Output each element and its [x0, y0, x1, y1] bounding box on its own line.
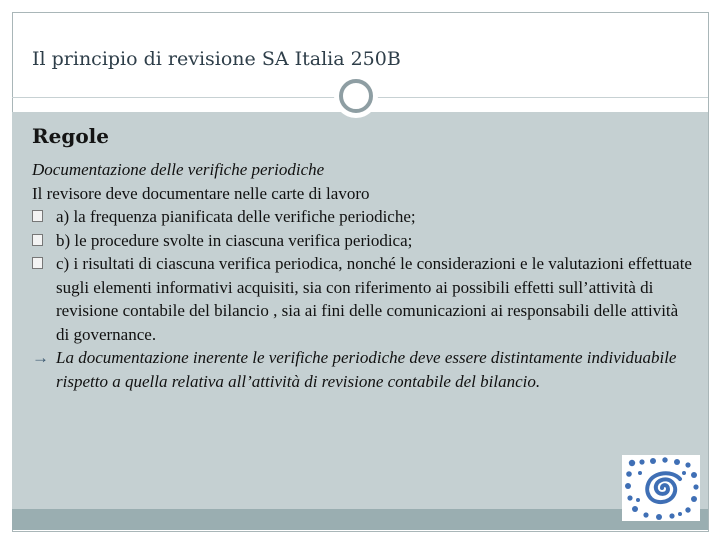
- conclusion-text: La documentazione inerente le verifiche periodiche deve essere distintamente individuabile rispetto a quella relativa all’attività di revisione contabile del bilancio.: [56, 348, 677, 391]
- square-bullet-icon: [32, 257, 43, 269]
- slide-title: Il principio di revisione SA Italia 250B: [32, 48, 401, 70]
- bullet-text: a) la frequenza pianificata delle verifiche periodiche;: [56, 207, 416, 226]
- footer-band: [12, 509, 708, 530]
- conclusion-item: [32, 346, 692, 393]
- bullet-item: [32, 252, 692, 346]
- intro-line: Il revisore deve documentare nelle carte di lavoro: [32, 183, 370, 203]
- section-subheading: Documentazione delle verifiche periodiche: [32, 160, 325, 179]
- square-bullet-icon: [32, 210, 43, 222]
- bullet-text: c) i risultati di ciascuna verifica periodica, nonché le considerazioni e le valutazioni effettuate sugli elementi informativi acquisiti, sia con riferimento ai possibili effetti sull’attività di revisione contabile del bilancio , sia ai fini delle comunicazioni ai responsabili delle attività di governance.: [56, 254, 692, 344]
- spiral-dots-logo-icon: [622, 455, 700, 521]
- slide-body: [32, 122, 692, 393]
- bullet-text: b) le procedure svolte in ciascuna verifica periodica;: [56, 230, 413, 250]
- square-bullet-icon: [32, 234, 43, 246]
- bullet-item: [32, 229, 692, 253]
- bullet-item: [32, 205, 692, 229]
- arrow-right-icon: →: [32, 348, 49, 367]
- section-heading: Regole: [32, 124, 109, 148]
- divider-ring-icon: [339, 79, 373, 113]
